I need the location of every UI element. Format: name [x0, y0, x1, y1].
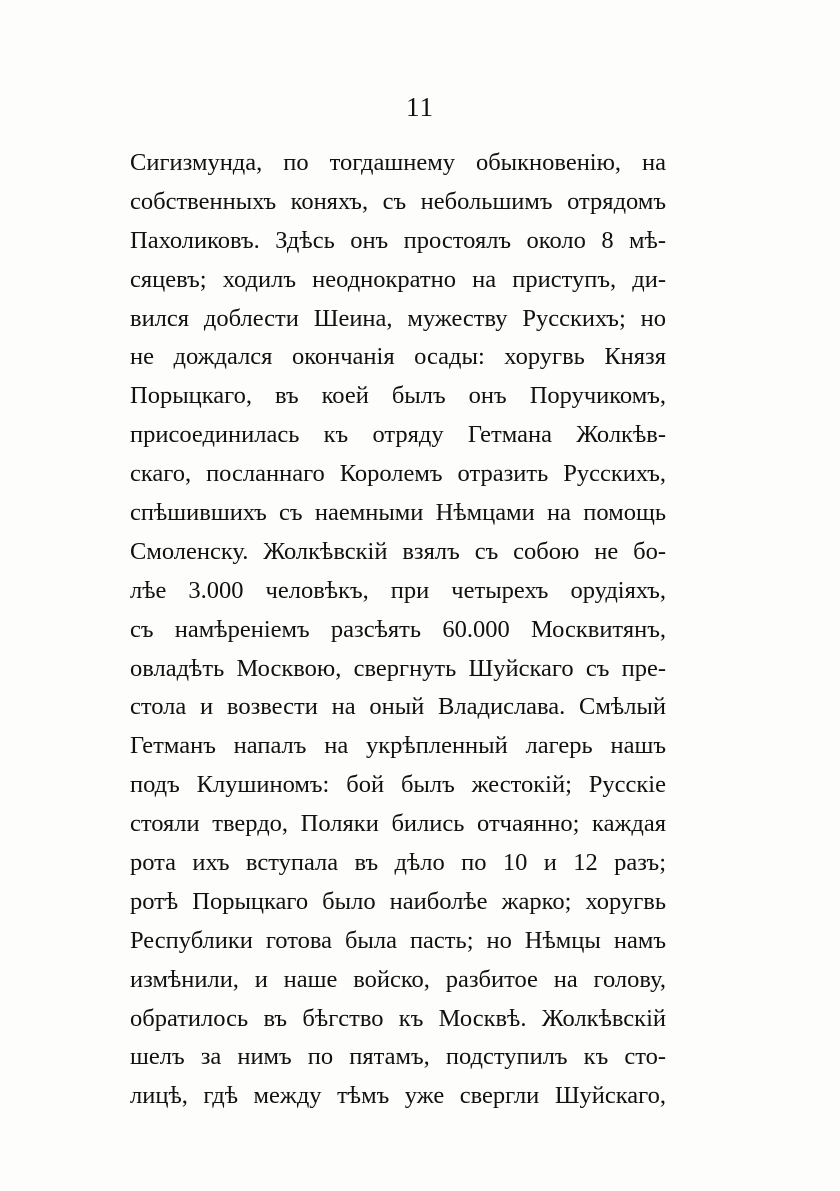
text-line: стола и возвести на оный Владислава. Смѣлый [130, 693, 666, 721]
text-line: лѣе 3.000 человѣкъ, при четырехъ орудіяхъ, [130, 576, 666, 604]
text-line: Республики готова была пасть; но Нѣмцы намъ [130, 926, 666, 954]
text-line: шелъ за нимъ по пятамъ, подступилъ къ сто- [130, 1043, 666, 1071]
text-line: рота ихъ вступала въ дѣло по 10 и 12 разъ; [130, 849, 666, 877]
text-line: присоединилась къ отряду Гетмана Жолкѣв- [130, 421, 666, 449]
text-line: ротѣ Порыцкаго было наиболѣе жарко; хоругвь [130, 887, 666, 915]
text-line: скаго, посланнаго Королемъ отразить Русскихъ, [130, 460, 666, 488]
page-number: 11 [406, 92, 434, 122]
text-line: стояли твердо, Поляки бились отчаянно; каждая [130, 810, 666, 838]
text-line: собственныхъ коняхъ, съ небольшимъ отрядомъ [130, 187, 666, 215]
text-line: Сигизмунда, по тогдашнему обыкновенію, на [130, 149, 666, 176]
text-line: Пахоликовъ. Здѣсь онъ простоялъ около 8 мѣ- [130, 226, 666, 254]
text-line: лицѣ, гдѣ между тѣмъ уже свергли Шуйскаго, [130, 1082, 666, 1110]
text-line: измѣнили, и наше войско, разбитое на голову, [130, 965, 666, 993]
text-line: подъ Клушиномъ: бой былъ жестокій; Русскіе [130, 771, 666, 799]
text-line: Порыцкаго, въ коей былъ онъ Поручикомъ, [130, 382, 666, 410]
text-line: сяцевъ; ходилъ неоднократно на приступъ, ди- [130, 265, 666, 293]
text-line: овладѣть Москвою, свергнуть Шуйскаго съ пре- [130, 654, 666, 682]
text-line: спѣшившихъ съ наемными Нѣмцами на помощь [130, 499, 666, 527]
text-line: обратилось въ бѣгство къ Москвѣ. Жолкѣвскій [130, 1004, 666, 1032]
text-line: не дождался окончанія осады: хоругвь Князя [130, 343, 666, 371]
text-line: вился доблести Шеина, мужеству Русскихъ; но [130, 304, 666, 332]
text-line: Смоленску. Жолкѣвскій взялъ съ собою не бо- [130, 537, 666, 565]
text-line: Гетманъ напалъ на укрѣпленный лагерь нашъ [130, 732, 666, 760]
text-line: съ намѣреніемъ разсѣять 60.000 Москвитянъ, [130, 615, 666, 643]
body-text [130, 144, 666, 1116]
